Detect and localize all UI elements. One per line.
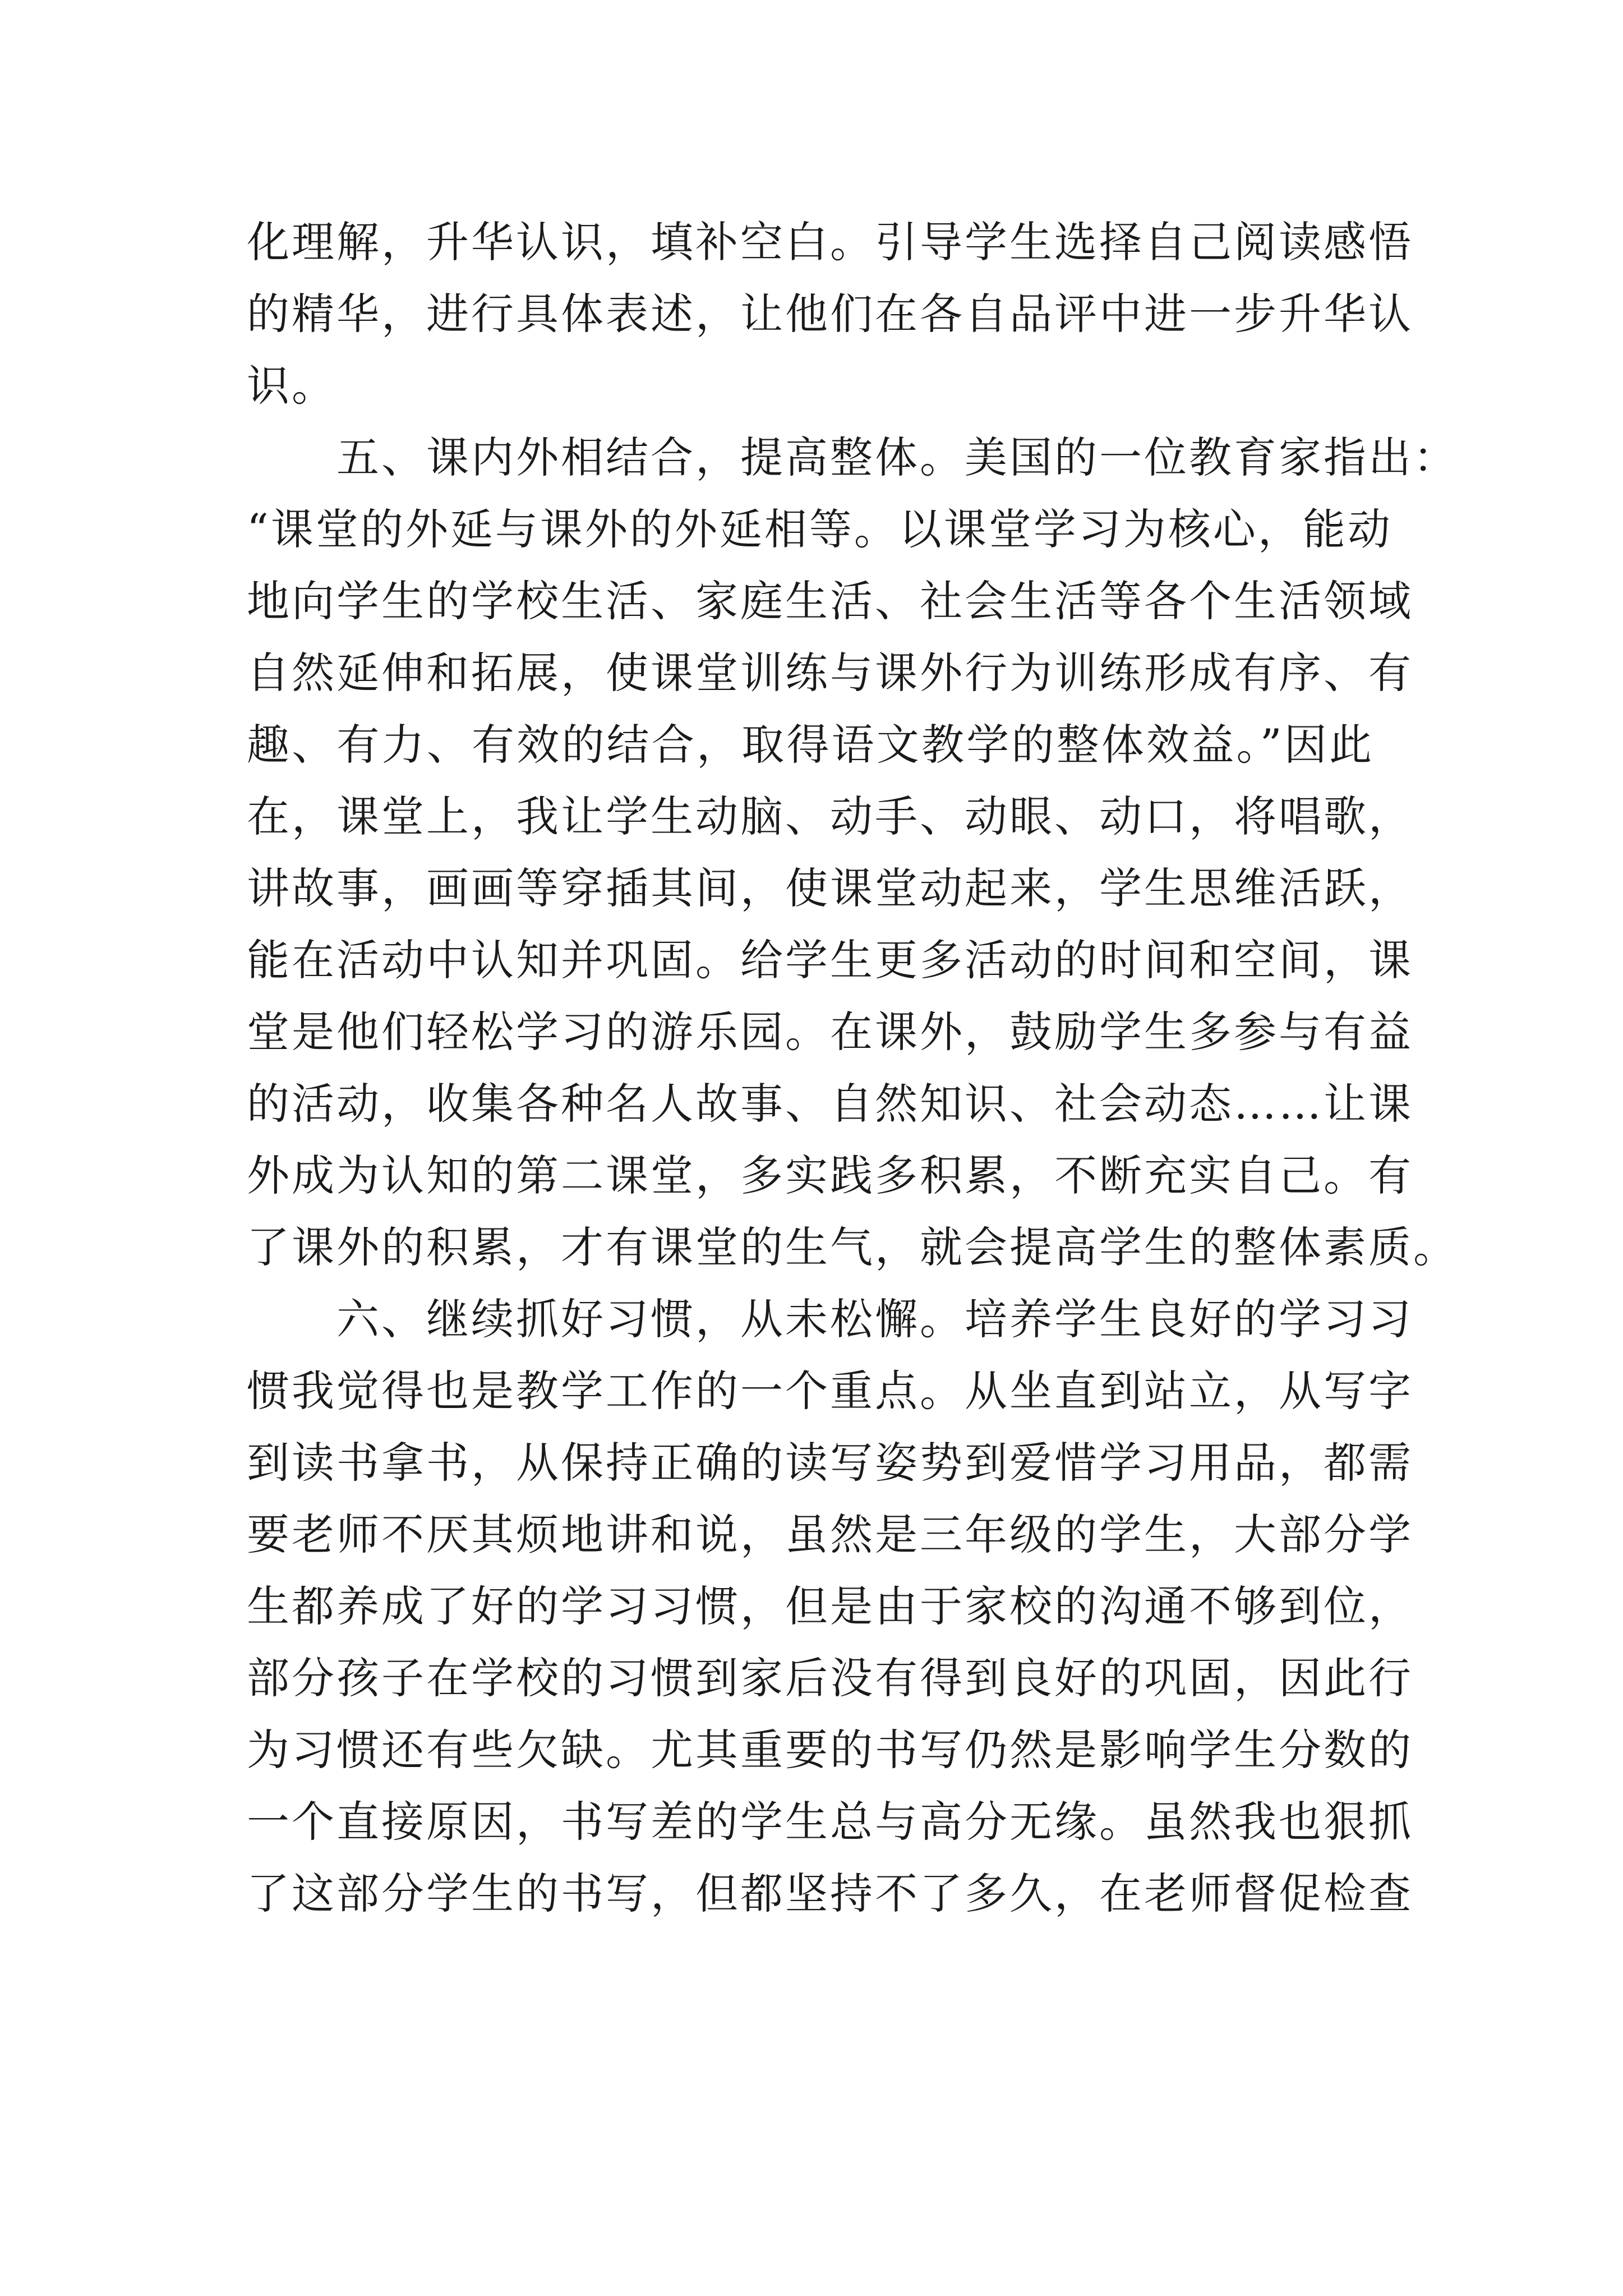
text-line: 的活动，收集各种名人故事、自然知识、社会动态……让课 — [247, 1079, 1413, 1129]
text-line: 了课外的积累，才有课堂的生气，就会提高学生的整体素质。 — [247, 1222, 1458, 1272]
text-line: 了这部分学生的书写，但都坚持不了多久，在老师督促检查 — [247, 1869, 1413, 1918]
text-line: 地向学生的学校生活、家庭生活、社会生活等各个生活领域 — [247, 576, 1413, 626]
text-line: 在，课堂上，我让学生动脑、动手、动眼、动口，将唱歌， — [247, 792, 1413, 841]
text-line: 到读书拿书，从保持正确的读写姿势到爱惜学习用品，都需 — [247, 1438, 1413, 1488]
text-line: 要老师不厌其烦地讲和说，虽然是三年级的学生，大部分学 — [247, 1510, 1413, 1559]
text-line: 一个直接原因，书写差的学生总与高分无缘。虽然我也狠抓 — [247, 1797, 1413, 1847]
text-line: 部分孩子在学校的习惯到家后没有得到良好的巩固，因此行 — [247, 1653, 1413, 1703]
paragraph-start-line: 六、继续抓好习惯，从未松懈。培养学生良好的学习习 — [336, 1294, 1413, 1344]
text-line: 讲故事，画画等穿插其间，使课堂动起来，学生思维活跃， — [247, 863, 1413, 913]
text-line: 生都养成了好的学习习惯，但是由于家校的沟通不够到位， — [247, 1581, 1413, 1631]
text-line: 外成为认知的第二课堂，多实践多积累，不断充实自己。有 — [247, 1151, 1413, 1200]
text-line: 化理解，升华认识，填补空白。引导学生选择自己阅读感悟 — [247, 217, 1413, 267]
text-line: 的精华，进行具体表述，让他们在各自品评中进一步升华认 — [247, 289, 1413, 339]
text-line: 惯我觉得也是教学工作的一个重点。从坐直到站立，从写字 — [247, 1366, 1413, 1416]
text-line: 能在活动中认知并巩固。给学生更多活动的时间和空间，课 — [247, 935, 1413, 985]
text-line: 自然延伸和拓展，使课堂训练与课外行为训练形成有序、有 — [247, 648, 1413, 698]
text-line: 为习惯还有些欠缺。尤其重要的书写仍然是影响学生分数的 — [247, 1725, 1413, 1775]
text-line: 堂是他们轻松学习的游乐园。在课外，鼓励学生多参与有益 — [247, 1007, 1413, 1057]
paragraph-start-line: 五、课内外相结合，提高整体。美国的一位教育家指出： — [336, 432, 1458, 482]
text-line: “课堂的外延与课外的外延相等。以课堂学习为核心，能动 — [247, 504, 1393, 554]
text-line: 识。 — [247, 361, 336, 411]
text-line: 趣、有力、有效的结合，取得语文教学的整体效益。”因此 — [247, 720, 1374, 770]
body-text — [247, 206, 1458, 1930]
